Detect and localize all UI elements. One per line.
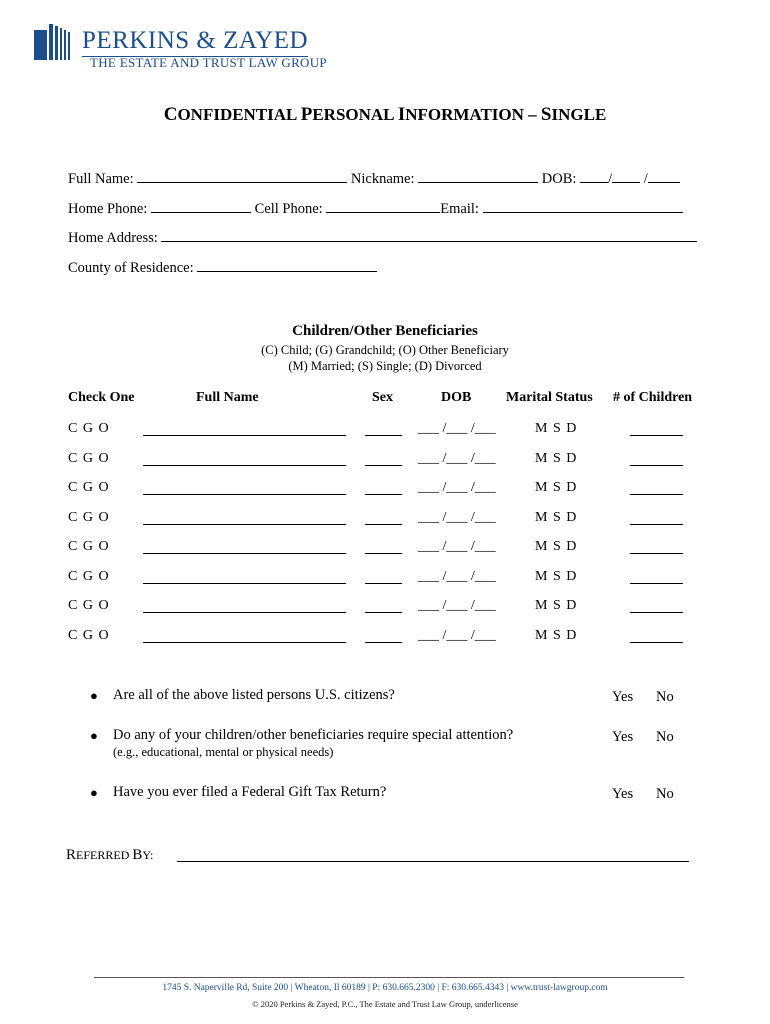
full-name-row: Full Name: Nickname: DOB: / / — [68, 170, 680, 188]
county-row — [68, 259, 377, 277]
dob-field[interactable]: ___ /___ /___ — [418, 539, 496, 554]
section-title: Children/Other Beneficiaries — [292, 323, 478, 339]
referred-by-label: REFERRED BY: — [66, 847, 154, 863]
relationship-legend: (C) Child; (G) Grandchild; (O) Other Beneficiary — [261, 343, 509, 357]
check-one-options[interactable]: C G O — [68, 598, 110, 613]
home-phone-label: Home Phone: — [68, 201, 148, 217]
check-one-options[interactable]: C G O — [68, 480, 110, 495]
footer-divider — [94, 977, 684, 978]
bullet-icon: ● — [90, 688, 98, 703]
phone-row — [68, 200, 683, 218]
num-children-field[interactable] — [630, 465, 683, 466]
dob-day-field[interactable] — [612, 170, 640, 183]
beneficiary-name-field[interactable] — [143, 612, 346, 613]
marital-status-options[interactable]: M S D — [535, 451, 578, 466]
question-text: Have you ever filed a Federal Gift Tax Return? — [113, 784, 387, 800]
logo-firm-name: PERKINS & ZAYED — [82, 27, 309, 54]
header-marital-status: Marital Status — [506, 390, 593, 405]
num-children-field[interactable] — [630, 494, 683, 495]
sex-field[interactable] — [365, 435, 402, 436]
logo-tagline: THE ESTATE AND TRUST LAW GROUP — [90, 55, 327, 70]
marital-status-options[interactable]: M S D — [535, 421, 578, 436]
cell-phone-field[interactable] — [326, 200, 440, 213]
full-name-label: Full Name: — [68, 171, 134, 187]
check-one-options[interactable]: C G O — [68, 451, 110, 466]
dob-field[interactable]: ___ /___ /___ — [418, 451, 496, 466]
header-num-children: # of Children — [613, 390, 693, 405]
dob-field[interactable]: ___ /___ /___ — [418, 510, 496, 525]
sex-field[interactable] — [365, 494, 402, 495]
home-phone-field[interactable] — [151, 200, 251, 213]
num-children-field[interactable] — [630, 524, 683, 525]
marital-status-options[interactable]: M S D — [535, 510, 578, 525]
email-label: Email: — [440, 201, 479, 217]
nickname-label: Nickname: — [350, 171, 415, 187]
sex-field[interactable] — [365, 524, 402, 525]
answer-yes[interactable]: Yes — [612, 786, 634, 802]
num-children-field[interactable] — [630, 612, 683, 613]
marital-status-options[interactable]: M S D — [535, 598, 578, 613]
header-sex: Sex — [372, 390, 393, 405]
dob-field[interactable]: ___ /___ /___ — [418, 421, 496, 436]
check-one-options[interactable]: C G O — [68, 421, 110, 436]
dob-year-field[interactable] — [648, 170, 680, 183]
beneficiary-name-field[interactable] — [143, 553, 346, 554]
cell-phone-label: Cell Phone: — [254, 201, 323, 217]
num-children-field[interactable] — [630, 583, 683, 584]
num-children-field[interactable] — [630, 435, 683, 436]
num-children-field[interactable] — [630, 642, 683, 643]
check-one-options[interactable]: C G O — [68, 510, 110, 525]
header-dob: DOB — [441, 390, 472, 405]
marital-legend: (M) Married; (S) Single; (D) Divorced — [288, 359, 482, 373]
check-one-options[interactable]: C G O — [68, 539, 110, 554]
firm-logo-icon — [34, 24, 74, 60]
page-title: CONFIDENTIAL PERSONAL INFORMATION – SINGLE — [163, 104, 607, 125]
county-label: County of Residence: — [68, 260, 194, 276]
home-address-field[interactable] — [161, 229, 697, 242]
marital-status-options[interactable]: M S D — [535, 480, 578, 495]
full-name-field[interactable] — [137, 170, 347, 183]
beneficiary-name-field[interactable] — [143, 583, 346, 584]
marital-status-options[interactable]: M S D — [535, 569, 578, 584]
answer-yes[interactable]: Yes — [612, 689, 634, 705]
check-one-options[interactable]: C G O — [68, 628, 110, 643]
dob-field[interactable]: ___ /___ /___ — [418, 598, 496, 613]
bullet-icon: ● — [90, 728, 98, 743]
sex-field[interactable] — [365, 642, 402, 643]
num-children-field[interactable] — [630, 553, 683, 554]
marital-status-options[interactable]: M S D — [535, 539, 578, 554]
dob-month-field[interactable] — [580, 170, 608, 183]
beneficiary-name-field[interactable] — [143, 642, 346, 643]
email-field[interactable] — [483, 200, 683, 213]
bullet-icon: ● — [90, 785, 98, 800]
dob-field[interactable]: ___ /___ /___ — [418, 480, 496, 495]
header-full-name: Full Name — [196, 390, 259, 405]
sex-field[interactable] — [365, 465, 402, 466]
sex-field[interactable] — [365, 583, 402, 584]
answer-no[interactable]: No — [656, 786, 674, 802]
question-subtext: (e.g., educational, mental or physical needs) — [113, 745, 334, 759]
footer-address: 1745 S. Naperville Rd, Suite 200 | Wheaton, Il 60189 | P: 630.665.2300 | F: 630.665.4343 | www.trust-lawgroup.com — [162, 983, 608, 993]
marital-status-options[interactable]: M S D — [535, 628, 578, 643]
sex-field[interactable] — [365, 553, 402, 554]
sex-field[interactable] — [365, 612, 402, 613]
dob-field[interactable]: ___ /___ /___ — [418, 569, 496, 584]
answer-no[interactable]: No — [656, 689, 674, 705]
beneficiary-name-field[interactable] — [143, 465, 346, 466]
header-check-one: Check One — [68, 390, 135, 405]
beneficiary-name-field[interactable] — [143, 435, 346, 436]
dob-label: DOB: — [541, 171, 577, 187]
answer-no[interactable]: No — [656, 729, 674, 745]
dob-field[interactable]: ___ /___ /___ — [418, 628, 496, 643]
footer-copyright: © 2020 Perkins & Zayed, P.C., The Estate and Trust Law Group, underlicense — [252, 999, 518, 1009]
county-field[interactable] — [197, 259, 377, 272]
beneficiary-name-field[interactable] — [143, 494, 346, 495]
answer-yes[interactable]: Yes — [612, 729, 634, 745]
address-row — [68, 229, 697, 247]
referred-by-field[interactable] — [177, 861, 689, 862]
nickname-field[interactable] — [418, 170, 538, 183]
beneficiary-name-field[interactable] — [143, 524, 346, 525]
question-text: Are all of the above listed persons U.S. citizens? — [113, 687, 395, 703]
home-address-label: Home Address: — [68, 230, 158, 246]
check-one-options[interactable]: C G O — [68, 569, 110, 584]
question-text: Do any of your children/other beneficiaries require special attention? — [113, 727, 514, 743]
